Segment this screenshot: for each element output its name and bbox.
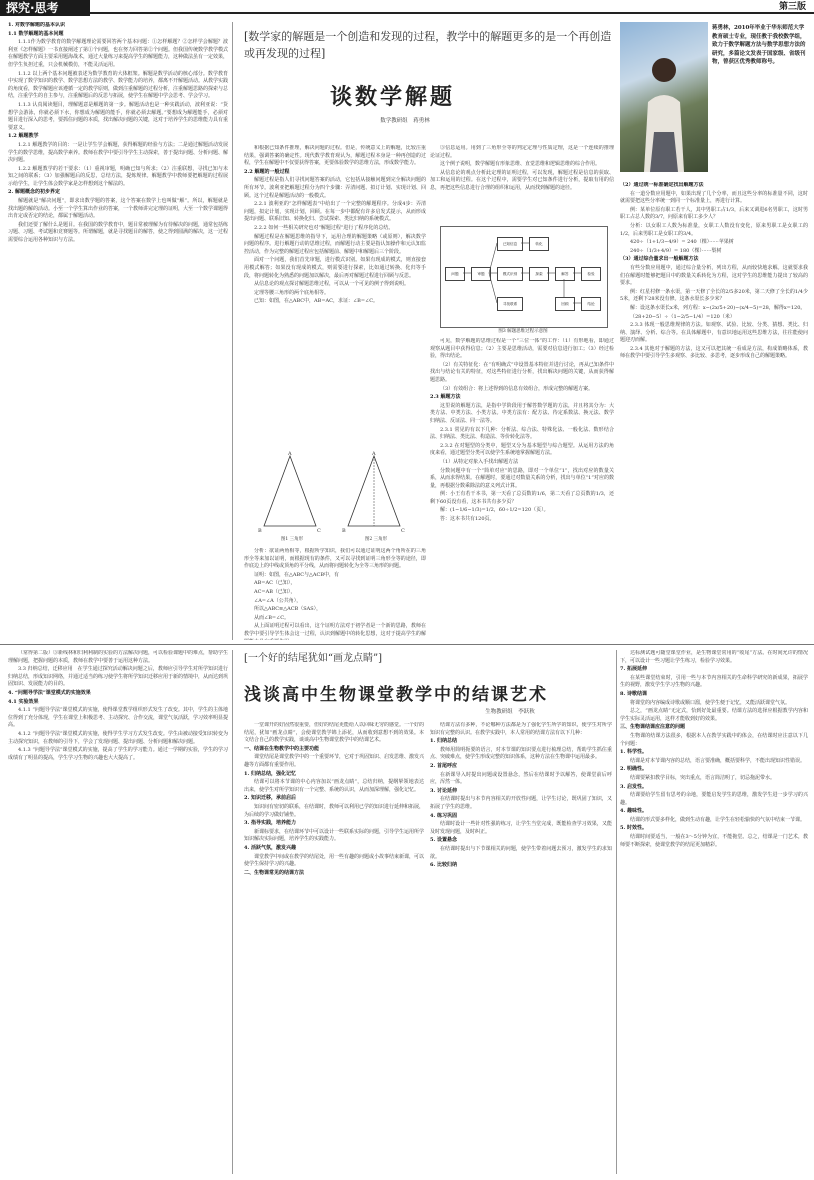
paragraph: 这里说的解题方法，是指中学阶段用于解答数学题的方法，并且将其分为：大类方法、中类方法、小类方法。中类方法有：配方法、待定系数法、换元法、数学归纳法、反证法、同一法等。 xyxy=(430,402,614,424)
figure-caption: 图1 三角形 xyxy=(280,537,304,542)
subheading: 1. 归纳总结，强化记忆 xyxy=(244,770,296,777)
subheading: 1. 科学性。 xyxy=(620,749,647,756)
paragraph: 新课标要求，在结课环节中可以设计一些联系实际的问题，引导学生运用所学知识解决实际问题，培养学生的实践能力。 xyxy=(244,828,424,843)
paragraph: 1.2.1 解题教学的目的：一是让学生学会解题，获得解题的经验与方法；二是通过解题活动发展学生的数学思维，提高数学素养。教师在教学中要引导学生主动探索，善于提出问题、分析问题、解决问题。 xyxy=(8,141,228,164)
subheading: 2.2 解题的一般过程 xyxy=(244,168,290,175)
subheading: （2）通过统一标准确定找出解题方法 xyxy=(620,182,704,188)
paragraph: 结课是对本节课内容的总结，语言要准确，概括要科学，不能出现知识性错误。 xyxy=(630,757,806,764)
paragraph: 所以△ABC≌△ACB（SAS）， xyxy=(254,606,322,613)
paragraph: 4.1.3 “问题导学法”课堂模式的实施，提高了学生的学习能力。通过一学期的实验，学生的学习成绩有了明显的提高，学生学习生物的兴趣也大大提高了。 xyxy=(8,747,228,761)
article2-left-column xyxy=(8,650,228,1174)
svg-text:C: C xyxy=(401,528,405,534)
paragraph: 已知：如图，在△ABC中，AB=AC，求证：∠B=∠C。 xyxy=(254,298,379,305)
paragraph: 教师用简明扼要的语言，对本节课的知识要点进行梳理总结，帮助学生抓住重点、突破难点，使学生形成完整的知识体系，这种方法在生物课中运用最多。 xyxy=(430,746,612,761)
paragraph: （28+20−5）÷（1−2/5−1/4）=120（米） xyxy=(630,313,735,320)
paragraph: 解：设这条水渠长x米，列方程：x−(2x/5+20)−(x/4−5)=28，解得x=120。 xyxy=(630,304,806,311)
article2-title: 浅谈高中生物课堂教学中的结课艺术 xyxy=(244,685,548,705)
article2-far-right-column xyxy=(620,650,808,1174)
subheading: 5. 设置悬念 xyxy=(430,837,457,844)
author-photo xyxy=(620,22,708,172)
flowchart-box: 已知信息 xyxy=(497,237,523,251)
paragraph: 1.2.2 解题教学的若干要求：（1）重视审题，明确已知与所求；（2）注重联想，寻找已知与未知之间的联系；（3）加强解题后的反思，总结方法，提炼规律。解题教学中教师要把解题的过程展示给学生，让学生体会数学家是怎样想到这个解法的。 xyxy=(8,165,228,187)
paragraph: 1.1.3 认真阅读题目，理解题意是解题的第一步。解题活动也是一种实践活动，波利亚说：“货想学会游泳，你就必须下水，你想成为解题的能手，你就必须去解题。”要想成为解题能手，必须对题目进行深入的思考，要抓住问题的本质，找出解决问题的关键，这对于培养学生的思维能力具有重要意义。 xyxy=(8,101,228,131)
paragraph: 例：某单位原有职工若干人，其中男职工占1/3，后来又调进6名男职工，这时男职工占总人数的3/7，问原来有职工多少人？ xyxy=(620,206,808,221)
paragraph: 总之，“画龙点睛”无定式，恰到好处最重要。结课方法的选择应根据教学内容和学生实际灵活运用，这样才能收到好的效果。 xyxy=(620,708,808,722)
subheading: 1.1 数学解题的基本问题 xyxy=(8,30,64,37)
paragraph: 知识间有密切的联系，在结课时，教师可以利用已学的知识进行延伸和拓展，为后续的学习做好铺垫。 xyxy=(244,803,424,818)
article1-title: 谈数学解题 xyxy=(330,84,456,110)
subheading: 4.1 实验效果 xyxy=(8,698,39,705)
paragraph: （3）有效组合：将上述得到的信息有效组合，形成完整的解题方案。 xyxy=(440,385,594,392)
svg-text:C: C xyxy=(317,528,321,534)
paragraph: 4.1.2 “问题导学法”课堂模式的实施，使得学生学习方式发生改变。学生由被动接受知识转变为主动探究知识，在教师的引导下，学会了发现问题、提出问题、分析问题和解决问题。 xyxy=(8,730,228,745)
article2-middle-column xyxy=(244,722,424,1174)
flowchart-figure xyxy=(440,226,608,328)
paragraph: 结课可以将本节课的中心内容加以“画龙点睛”，总结归纳，提纲挈领地表达出来，使学生对所学知识有一个完整、系统的认识，从而加深理解，强化记忆。 xyxy=(244,779,424,793)
paragraph: 结课方法有多种，不论哪种方法都是为了强化学生所学的知识，使学生对所学知识有完整的认识。在教学实践中，本人常用的结课方法有以下几种： xyxy=(430,722,612,736)
subheading: 3. 指导实践，培养能力 xyxy=(244,820,296,827)
paragraph: 达标测试题可随堂课堂作业，是生物课堂常用的“收尾”方法。在时间允许的情况下，可以设计一些习题让学生练习，检验学习效果。 xyxy=(620,650,808,664)
triangle-diagram-icon xyxy=(250,448,420,536)
flowchart-box: 检验 xyxy=(581,267,601,281)
heading: 2. 解题概念的初步界定 xyxy=(8,189,60,196)
flowchart-arrows-icon xyxy=(441,227,607,327)
figure-caption: 图2 三角形 xyxy=(364,537,388,542)
paragraph: 结课时间要适当，一般在3～5分钟为宜，不能拖堂。总之，结课是一门艺术，教师要不断探索，使课堂教学的结尾更加精彩。 xyxy=(620,834,808,848)
subheading: 2. 知识迁移，承前启后 xyxy=(244,795,296,802)
subheading: 6. 比较归纳 xyxy=(430,862,457,869)
subheading: 2. 首尾呼应 xyxy=(430,762,457,769)
paragraph: 2.3.4 其他对于解题的方法，这又可以把其统一看成是方法，构成策略体系，教师在教学中要引导学生多观察、多比较、多思考，逐步形成自己的解题策略。 xyxy=(620,345,808,360)
paragraph: 有些分数应用题中，通过综合量分析，列出方程，从而较快地求解。这就要求我们在解题时能够把题目中的数量关系转化为方程，这对学生的思维能力提出了较高的要求。 xyxy=(620,264,808,287)
triangle-figures xyxy=(250,448,420,544)
paragraph: 和根据已知条件推理，解决问题的过程。但是，传统意义上的解题，比较注重结果，强调答案的确定性。现代数学教育观认为，解题过程本身是一种再创造的过程，学生在解题中不仅要获得答案，更要体验数学的思维方法，形成数学能力。 xyxy=(244,145,426,167)
paragraph: 在某些课堂结束时，引用一些与本节内容相关的生命科学研究的新成果，拓展学生的视野，激发学生学习生物的兴趣。 xyxy=(620,674,808,689)
subheading: 4. 活跃气氛，激发兴趣 xyxy=(244,844,296,851)
flowchart-caption: 图3 解题思维过程示意图 xyxy=(498,329,548,334)
paragraph: 结课时设计一些针对性强的练习，让学生当堂完成，既能检查学习效果，又能及时发现问题，及时纠正。 xyxy=(430,821,612,835)
column-divider xyxy=(232,22,233,640)
paragraph: 在新课导入时提出问题或设置悬念，然后在结课时予以解答，使课堂前后呼应，浑然一体。 xyxy=(430,771,612,786)
svg-text:B: B xyxy=(258,528,262,534)
paragraph: 例：小王有若干本书，第一天看了总页数的1/6，第二天看了总页数的1/3，还剩下60页没有看，这本书共有多少页？ xyxy=(430,491,614,505)
paragraph: 结课要给学生留有思考的余地，要能启发学生的思维，激发学生进一步学习的兴趣。 xyxy=(620,792,808,806)
subheading: 7. 拓展延伸 xyxy=(620,666,647,673)
header-rule xyxy=(90,12,814,14)
svg-text:A: A xyxy=(372,451,376,457)
paragraph: 将课堂的内容编成诗歌或顺口溜，使学生便于记忆，又能活跃课堂气氛。 xyxy=(630,699,791,706)
paragraph: 分数问题中有一个“简单对应”的思路，即对一个单位“1”，找出对应的数量关系，从而求得结果。在解题时，要通过对数量关系的分析，找出与单位“1”对应的数量，再根据分数乘除法的意义列式计算。 xyxy=(430,467,614,489)
subheading: 8. 诗歌结课 xyxy=(620,690,647,697)
heading: 4. “问题导学法”课堂模式的实施效果 xyxy=(8,689,91,696)
paragraph: 3.3 归纳总结，迁移应用 在学生通过探究活动解决问题之后，教师应引导学生对所学知识进行归纳总结，形成知识网络，并通过适当的练习使学生将所学知识迁移应用于新的情境中，从而达到巩固知识、发展能力的目的。 xyxy=(8,666,228,688)
section-header: 探究·思考 xyxy=(0,0,90,16)
paragraph: 结课的形式要多样化，做到生动有趣，让学生在轻松愉快的气氛中结束一节课。 xyxy=(630,816,806,823)
paragraph: 一堂课开的好固然很重要，但好的结尾更能给人以回味无穷的感觉。一个好的结尾，犹如“画龙点睛”，会使课堂教学锦上添花，从而收到意想不到的效果。本文结合自己的教学实践，谈谈高中生物课堂教学中的结课艺术。 xyxy=(244,722,424,744)
paragraph: ③信息运用。用到了三角形全等的判定定理与性质定理，这是一个连续的推理论证过程。 xyxy=(430,145,614,159)
subheading: 4. 趣味性。 xyxy=(620,808,647,815)
article-separator xyxy=(0,644,814,645)
article2-pull-quote: [一个好的结尾犹如“画龙点睛”] xyxy=(244,653,383,664)
paragraph: 从信息论的观点分析此定理的证明过程，可以发现，解题过程是信息的获取、加工和运用的过程。在这个过程中，需要学生对已知条件进行分析，提取有用的信息，再把这些信息进行合理的组织和运用，从而找到解题的途径。 xyxy=(430,169,614,191)
paragraph: 证明：如图，在△ABC与△ACB中，有 xyxy=(254,571,340,578)
paragraph: AB=AC（已知）， xyxy=(254,580,296,587)
paragraph: 从上面证明过程可以看出，这个证明方法对于初学者是一个新的思路，教师在教学中要引导学生体会这一过程，认识到解题中的转化思想，这对于提高学生的解 xyxy=(244,623,426,637)
paragraph: 定理等腰三角形的两个底角相等。 xyxy=(254,289,330,296)
flowchart-box: 审题 xyxy=(471,267,491,281)
article1-left-column xyxy=(8,22,228,640)
paragraph: （常得第二版）③新线林和归利利制的实验的方法解决问题，可以检验课题中的难点，帮助学生理解问题，把握问题的本质，教师在教学中要善于运用这种方法。 xyxy=(8,650,228,664)
paragraph: 可见，数学解题的思维过程是一个“三位一体”的工作：（1）有形地看，即通过观察从题目中获得信息；（2）主要是思维活动，需要对信息进行加工；（3）经过检验，得出结论。 xyxy=(430,338,614,360)
paragraph: 2.3.3 体现一般思维规律的方法。如观察、试验、比较、分类、猜想、类比、归纳、演绎、分析、综合等。在具体解题中，有意识地运用这些思维方法，往往能使问题迎刃而解。 xyxy=(620,322,808,344)
paragraph: 我们还要了解什么是题目。在我国的数学教育中，题目常被理解为有待解决的问题，通常包括练习题、习题、考试题和竞赛题等。所谓解题，就是寻找题目的解答，使之得到圆满的解决，这一过程需要综合运用各种知识与方法。 xyxy=(8,221,228,244)
page-label: 第三版 xyxy=(778,2,806,12)
subheading: 2. 明确性。 xyxy=(620,766,647,773)
paragraph: （1）从特定对象入手找出解题方法 xyxy=(440,458,519,465)
article2-right-column xyxy=(430,722,612,1174)
paragraph: 2.3.2 在对题型的分类中，题型又分为基本题型与综合题型。从运用方法的角度来看，通过题型分类可以使学生系统地掌握解题方法。 xyxy=(430,442,614,457)
flowchart-box: 模式识别 xyxy=(497,267,523,281)
paragraph: 在一道分数应用题中，如果出现了几个分率，而且这些分率的标准量不同，这时就需要把这些分率统一到同一个标准量上，再进行计算。 xyxy=(620,190,808,205)
paragraph: 解题过程是指人们寻找问题答案的活动，它包括从接触问题到完全解决问题的所有环节。波利亚把解题过程分为四个步骤：弄清问题、拟订计划、实现计划、回顾。这个过程是解题活动的一般模式。 xyxy=(244,177,426,199)
subheading: （3）通过综合量求出一般解题方法 xyxy=(620,256,699,263)
paragraph: 解题过程是在解题思维的指导下，运用合理的解题策略（或原则），解决数学问题的程序。进行解题行动的思维过程，而解题行动主要是指认知操作和元认知监控活动，作为完整的解题过程应包括解题前、解题中和解题后三个阶段。 xyxy=(244,233,426,255)
flowchart-box: 解答 xyxy=(555,267,575,281)
flowchart-box: 问题 xyxy=(445,267,465,281)
article1-right-column-b xyxy=(430,338,614,640)
paragraph: 在结课时提出与本节内容相关的开放性问题，让学生讨论，既巩固了知识，又拓展了学生的思维。 xyxy=(430,796,612,810)
paragraph: ∠A=∠A（公共角）， xyxy=(254,597,302,604)
svg-text:B: B xyxy=(342,528,346,534)
article1-middle-column-b xyxy=(244,548,426,640)
flowchart-box: 结论 xyxy=(581,297,601,311)
subheading: 一、结课在生物教学中的主要功能 xyxy=(244,745,320,752)
article2-author: 生物教研组 李跃秋 xyxy=(485,709,535,715)
paragraph: 这个例子说明，数学解题有形象思维、直觉思维和逻辑思维的综合作用。 xyxy=(440,161,601,168)
article1-middle-column xyxy=(244,145,426,445)
subheading: 4. 练习巩固 xyxy=(430,812,457,819)
subheading: 3. 讨论延伸 xyxy=(430,787,457,794)
paragraph: 4.1.1 “问题导学法”课堂模式的实施，使得课堂教学组织形式发生了改变。其中，学生的主体地位得到了充分体现，学生在课堂上积极思考、主动探究、合作交流，课堂气氛活跃，学习效率明显提高。 xyxy=(8,707,228,729)
article1-author: 数学教研组 蒋勇林 xyxy=(380,118,430,124)
author-bio: 蒋勇林，2010年毕业于华东师范大学教育硕士专业，现任教于我校数学组，致力于数学解题方法与数学思想方法的研究，多篇论文发表于国家级、省级刊物，曾获区优秀教师称号。 xyxy=(712,25,806,66)
paragraph: 240÷（1/3+4/9）= 180（棵）······梨树 xyxy=(630,247,722,254)
paragraph: 解：(1−1/6−1/3)=1/2，60÷1/2=120（页）。 xyxy=(440,507,549,514)
subheading: 5. 时效性。 xyxy=(620,825,647,832)
paragraph: 2.2.1 波利亚的“怎样解题表”中给出了一个完整的解题程序。分成4步：弄清问题，拟定计划，实现计划，回顾。在每一步中都配有许多启发式提示，从而形成提出问题、联系旧知、转换化归、尝试探索、类比归纳的系统模式。 xyxy=(244,201,426,223)
paragraph: 2.2.2 如何一些相关研究也对“解题过程”进行了程序化的总结。 xyxy=(254,224,394,231)
subheading: 2.3 解题方法 xyxy=(430,394,461,401)
paragraph: 1.1.2 以上两个基本问题被表述为数学教育的大体框架。解题是数学活动的核心部分。数学教育中实现了数学知识的教学、数学思想方法的教学、数学能力的培养，都离不开解题活动。从教学实践的角度看，数学解题应该遵循一定的教学原则，做到注重解题的过程分析，注重解题思路的探索与总结，注重学生的自主参与，注重解题后的反思与拓展，使学生在解题中学会思考、学会学习。 xyxy=(8,70,228,100)
subheading: 1.2 解题教学 xyxy=(8,133,39,140)
article1-far-right-column xyxy=(620,182,808,640)
paragraph: 420÷（1+1/3−4/9）= 240（棵）······苹果树 xyxy=(630,239,734,246)
subheading: 三、生物课结课应注意的问题 xyxy=(620,724,686,731)
flowchart-box: 寻找联系 xyxy=(497,297,523,311)
paragraph: 在结课时提出与下节课相关的问题，使学生带着问题去预习，激发学生的求知欲。 xyxy=(430,845,612,860)
article1-right-column xyxy=(430,145,614,225)
subheading: 二、生物课常见的结课方法 xyxy=(244,869,305,876)
subheading: 1. 归纳总结 xyxy=(430,738,457,745)
flowchart-box: 转化 xyxy=(529,237,549,251)
paragraph: 1.1.1作为数学教育的数学解题理论需要回答两个基本问题：①怎样解题？②怎样学会解题？波利亚《怎样解题》一书直接阐述了第①个问题，也在努力回答第②个问题。但我国传统数学教学模式在解题教学方面主要采用题海战术，通过大量练习来提高学生的解题能力，这种做法虽有一定效果，但学生负担过重，只会机械模仿，不能灵活运用。 xyxy=(8,39,228,68)
column-divider xyxy=(232,650,233,1174)
paragraph: 结课要紧扣教学目标，突出重点，语言简洁明了，切忌拖泥带水。 xyxy=(630,774,776,781)
paragraph: 答：这本书共有120页。 xyxy=(440,516,495,523)
paragraph: 课堂教学中间或在教学的结尾处，用一些有趣的问题或小故事结束新课，可以使学生保持学习的兴趣。 xyxy=(244,853,424,868)
paragraph: （2）有关特征化：在“有明确式”中设置基本特征并进行讨论，再从已知条件中找出与结论有关的特征，对这些特征进行分析，找出解决问题的关键，从而获得解题思路。 xyxy=(430,361,614,383)
paragraph: 生物课的结课方法很多，根据本人在教学实践中的体会，在结课时应注意以下几个问题： xyxy=(620,732,808,747)
paragraph: 例：红星村修一条水渠，第一天修了全长的2/5多20米，第二天修了全长的1/4少5米，还剩下28米没有修。这条水渠长多少米？ xyxy=(620,288,808,303)
paragraph: AC=AB（已知）， xyxy=(254,588,296,595)
column-divider xyxy=(616,650,617,1174)
subheading: 3. 启发性。 xyxy=(620,783,647,790)
paragraph: 解题就是“解决问题”，即求出数学题的答案，这个答案在数学上也叫做“解”。所以，解题就是找出题的解的活动。小至一个学生算出作业的答案，一个教师讲完定理的证明，大至一个数学课题得出肯定或否定的结论，都属于解题活动。 xyxy=(8,198,228,220)
paragraph: 从信息论的观点探讨解题思维过程，可以从一个可见的例子得到说明。 xyxy=(254,281,410,288)
heading: 1. 对数学解题的基本认识 xyxy=(8,22,65,28)
paragraph: 2.3.1 常见的有以下几种：分析法、综合法、特殊化法、一般化法、数形结合法、归纳法、类比法、构造法、等价转化法等。 xyxy=(430,426,614,441)
flowchart-box: 回顾 xyxy=(555,297,575,311)
article1-pull-quote: [数学家的解题是一个创造和发现的过程，教学中的解题更多的是一个再创造或再发现的过程] xyxy=(244,30,612,60)
paragraph: 从而∠B=∠C。 xyxy=(254,614,290,621)
paragraph: 课堂结尾是课堂教学中的一个重要环节，它对于巩固知识、启发思维、激发兴趣等方面都有重要作用。 xyxy=(244,754,424,768)
flowchart-box: 探索 xyxy=(529,267,549,281)
paragraph: 面对一个问题，我们首先审题，进行模式识别。如果有现成的模式，则直接套用模式解答；如果没有现成的模式，则需要进行探索，比如通过转换、化归等手段，将问题转化为熟悉的问题加以解决，最后再对解题过程进行回顾与反思。 xyxy=(244,257,426,279)
person-silhouette-icon xyxy=(620,22,708,172)
svg-text:A: A xyxy=(288,451,292,457)
paragraph: 分析：欲证两角相等，根据所学知识，我们可以通过证明这两个角所在的三角形全等来加以证明，而根据现有的条件，又可以寻找到证明三角形全等的途径，即作底边上的中线或顶角的平分线，从而将问题转化为全等三角形的问题。 xyxy=(244,548,426,570)
paragraph: 分析：以女职工人数为标准量，女职工人数没有变化，原来男职工是女职工的1/2，后来男职工是女职工的3/4。 xyxy=(620,222,808,237)
